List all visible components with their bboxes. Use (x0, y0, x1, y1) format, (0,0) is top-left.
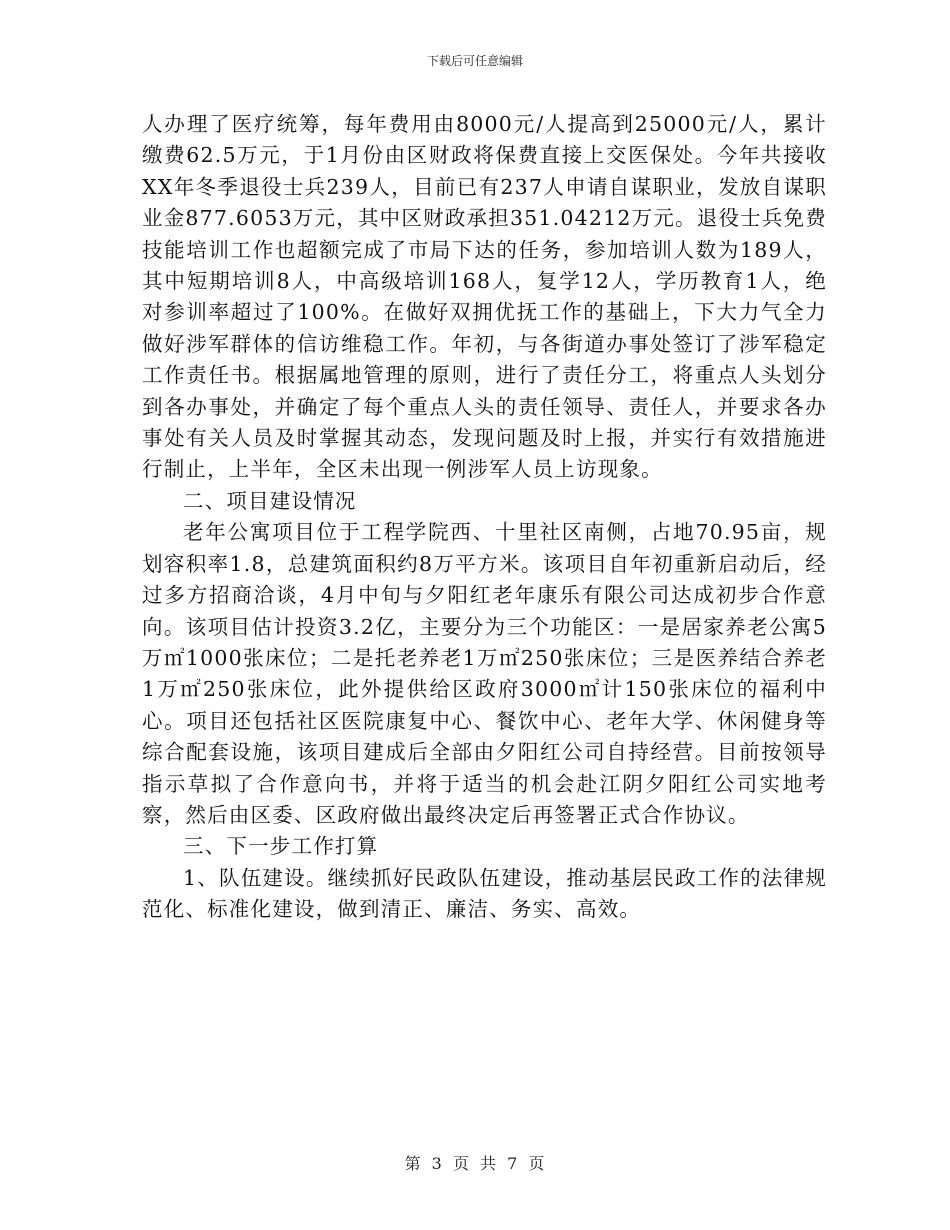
paragraph-veterans-affairs: 人办理了医疗统筹，每年费用由8000元/人提高到25000元/人，累计缴费62.5万元，于1月份由区财政将保费直接上交医保处。今年共接收XX年冬季退役士兵239人，目前已有237人申请自谋职业，发放自谋职业金877.6053万元，其中区财政承担351.04212万元。退役士兵免费技能培训工作也超额完成了市局下达的任务，参加培训人数为189人，其中短期培训8人，中高级培训168人，复学12人，学历教育1人，绝对参训率超过了100%。在做好双拥优抚工作的基础上，下大力气全力做好涉军群体的信访维稳工作。年初，与各街道办事处签订了涉军稳定工作责任书。根据属地管理的原则，进行了责任分工，将重点人头划分到各办事处，并确定了每个重点人头的责任领导、责任人，并要求各办事处有关人员及时掌握其动态，发现问题及时上报，并实行有效措施进行制止，上半年，全区未出现一例涉军人员上访现象。 (142, 112, 827, 482)
page-header: 下载后可任意编辑 (426, 54, 523, 68)
paragraph-team-building: 1、队伍建设。继续抓好民政队伍建设，推动基层民政工作的法律规范化、标准化建设，做到清正、廉洁、务实、高效。 (142, 865, 827, 922)
section-heading-next-steps: 三、下一步工作打算 (183, 834, 379, 859)
section-heading-project-construction: 二、项目建设情况 (183, 488, 357, 513)
paragraph-elderly-apartment-project: 老年公寓项目位于工程学院西、十里社区南侧，占地70.95亩，规划容积率1.8，总建筑面积约8万平方米。该项目自年初重新启动后，经过多方招商洽谈，4月中旬与夕阳红老年康乐有限公司达成初步合作意向。该项目估计投资3.2亿，主要分为三个功能区：一是居家养老公寓5万㎡1000张床位；二是托老养老1万㎡250张床位；三是医养结合养老1万㎡250张床位，此外提供给区政府3000㎡计150张床位的福利中心。项目还包括社区医院康复中心、餐饮中心、老年大学、休闲健身等综合配套设施，该项目建成后全部由夕阳红公司自持经营。目前按领导指示草拟了合作意向书，并将于适当的机会赴江阴夕阳红公司实地考察，然后由区委、区政府做出最终决定后再签署正式合作协议。 (142, 520, 827, 827)
page-number-footer: 第 3 页 共 7 页 (404, 1154, 546, 1173)
document-body (142, 109, 827, 926)
